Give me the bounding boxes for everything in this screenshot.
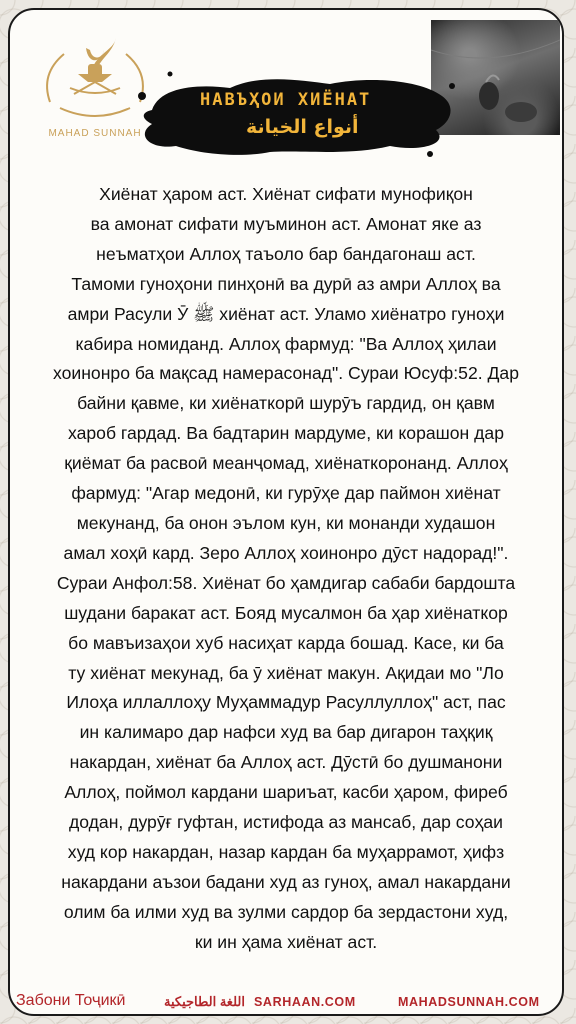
body-line: фармуд: "Агар медонӣ, ки гурӯҳе дар паймон хиёнат xyxy=(71,483,501,504)
body-line: бо мавъизаҳои хуб насиҳат карда бошад. Касе, ки ба xyxy=(68,632,504,653)
body-line: хоинонро ба мақсад намерасонад". Сураи Юсуф:52. Дар xyxy=(52,363,520,384)
footer-language: Забони Тоҷикӣ xyxy=(16,992,126,1009)
body-line: ин калимаро дар нафси худ ва бар дигарон таҳқиқ xyxy=(79,722,493,743)
body-line: ки ин ҳама хиёнат аст. xyxy=(194,931,378,952)
body-line: Илоҳа иллаллоҳу Муҳаммадур Расуллуллоҳ" аст, пас xyxy=(66,692,506,713)
body-line: хароб гардад. Ва бадтарин мардуме, ки корашон дар xyxy=(68,423,504,444)
footer-language-arabic: اللغة الطاجيكية xyxy=(164,994,245,1009)
body-line: додан, дурӯғ гуфтан, истифода аз мансаб, дар соҳаи xyxy=(68,812,503,833)
footer-site-link[interactable]: SARHAAN.COM xyxy=(254,995,356,1009)
content-card xyxy=(8,8,564,1016)
body-line: ту хиёнат мекунад, ба ӯ хиёнат макун. Ақидаи мо "Ло xyxy=(68,662,504,683)
body-line: Аллоҳ, поймол кардани шариъат, касби ҳаром, фиреб xyxy=(64,782,508,803)
body-line: байни қавме, ки хиёнаткорӣ шурӯъ гардид, он қавм xyxy=(77,393,495,414)
body-line: кабира номиданд. Аллоҳ фармуд: "Ва Аллоҳ ҳилаи xyxy=(75,333,497,354)
body-line: Тамоми гуноҳони пинҳонӣ ва дурӣ аз амри Аллоҳ ва xyxy=(71,273,501,294)
body-line: мекунанд, ба онон эълом кун, ки монанди худашон xyxy=(76,512,496,533)
ink-splash xyxy=(130,66,460,160)
body-line: ва амонат сифати муъминон аст. Амонат яке аз xyxy=(90,213,482,234)
logo-text: MAHAD SUNNAH xyxy=(48,128,142,139)
body-line: худ кор накардан, назар кардан ба муҳаррамот, ҳифз xyxy=(67,841,505,862)
footer-site-link[interactable]: MAHADSUNNAH.COM xyxy=(398,995,540,1009)
body-line: накардани аъзои бадани худ аз гуноҳ, амал накардани xyxy=(61,871,511,892)
title-tajik: НАВЪҲОИ ХИЁНАТ xyxy=(200,90,372,110)
body-line: неъматҳои Аллоҳ таъоло бар бандагонаш аст. xyxy=(96,243,476,264)
body-line: Сураи Анфол:58. Хиёнат бо ҳамдигар сабаби бардошта xyxy=(56,572,516,593)
body-line: амри Расули Ӯ ﷺ хиёнат аст. Уламо хиёнатро гуноҳи xyxy=(67,303,505,324)
article-body xyxy=(10,180,562,958)
body-line: олим ба илми худ ва зулми сардор ба зердастони худ, xyxy=(63,901,509,922)
body-line: қиёмат ба расвоӣ меанҷомад, хиёнаткоронанд. Аллоҳ xyxy=(64,453,508,474)
body-line: Хиёнат ҳаром аст. Хиёнат сифати мунофиқон xyxy=(99,184,473,204)
body-line: шудани баракат аст. Бояд мусалмон ба ҳар хиёнаткор xyxy=(64,602,508,623)
title-arabic: أنواع الخيانة xyxy=(246,116,359,138)
body-line: амал хоҳӣ кард. Зеро Аллоҳ хоинонро дӯст надорад!". xyxy=(63,542,509,563)
footer xyxy=(14,992,562,1018)
body-line: накардан, хиёнат ба Аллоҳ аст. Дӯстӣ бо душманони xyxy=(69,752,503,773)
